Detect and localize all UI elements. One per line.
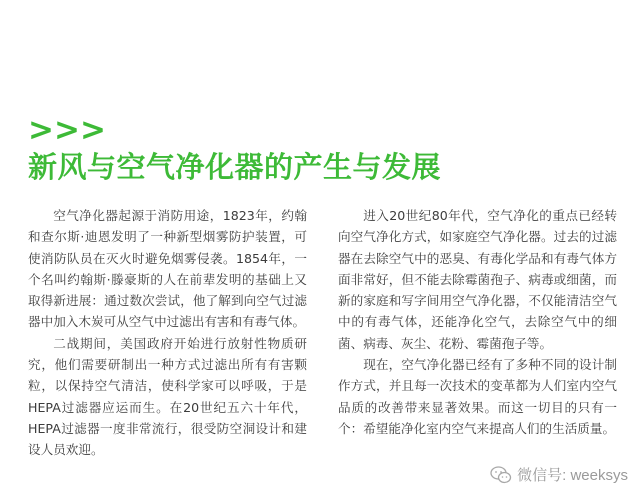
paragraph: 现在，空气净化器已经有了多种不同的设计制作方式，并且每一次技术的变革都为人们室内空气品质的改善带来显著效果。而这一切目的只有一个：希望能净化室内空气来提高人们的生活质量。 bbox=[338, 357, 617, 436]
right-column bbox=[338, 205, 617, 439]
paragraph: 二战期间，美国政府开始进行放射性物质研究，他们需要研制出一种方式过滤出所有有害颗粒，以保持空气清洁，使科学家可以呼吸，于是HEPA过滤器应运而生。在20世纪五六十年代，HEPA过滤器一度非常流行，很受防空洞设计和建设人员欢迎。 bbox=[28, 335, 307, 458]
article-title: 新风与空气净化器的产生与发展 bbox=[28, 150, 442, 184]
wechat-icon bbox=[490, 466, 512, 484]
paragraph: 空气净化器起源于消防用途，1823年，约翰和查尔斯·迪恩发明了一种新型烟雾防护装置，可使消防队员在灭火时避免烟雾侵袭。1854年，一个名叫约翰斯·滕豪斯的人在前辈发明的基础上又取得新进展：通过数次尝试，他了解到向空气过滤器中加入木炭可从空气中过滤出有害和有毒气体。 bbox=[28, 208, 307, 330]
paragraph: 进入20世纪80年代，空气净化的重点已经转向空气净化方式，如家庭空气净化器。过去的过滤器在去除空气中的恶臭、有毒化学品和有毒气体方面非常好，但不能去除霉菌孢子、病毒或细菌，而新的家庭和写字间用空气净化器，不仅能清洁空气中的有毒气体，还能净化空气，去除空气中的细菌、病毒、灰尘、花粉、霉菌孢子等。 bbox=[338, 208, 617, 351]
section-marker: >>> bbox=[28, 112, 106, 148]
left-column bbox=[28, 205, 307, 461]
wechat-watermark bbox=[486, 462, 632, 487]
watermark-text: 微信号: weeksys bbox=[517, 467, 628, 484]
